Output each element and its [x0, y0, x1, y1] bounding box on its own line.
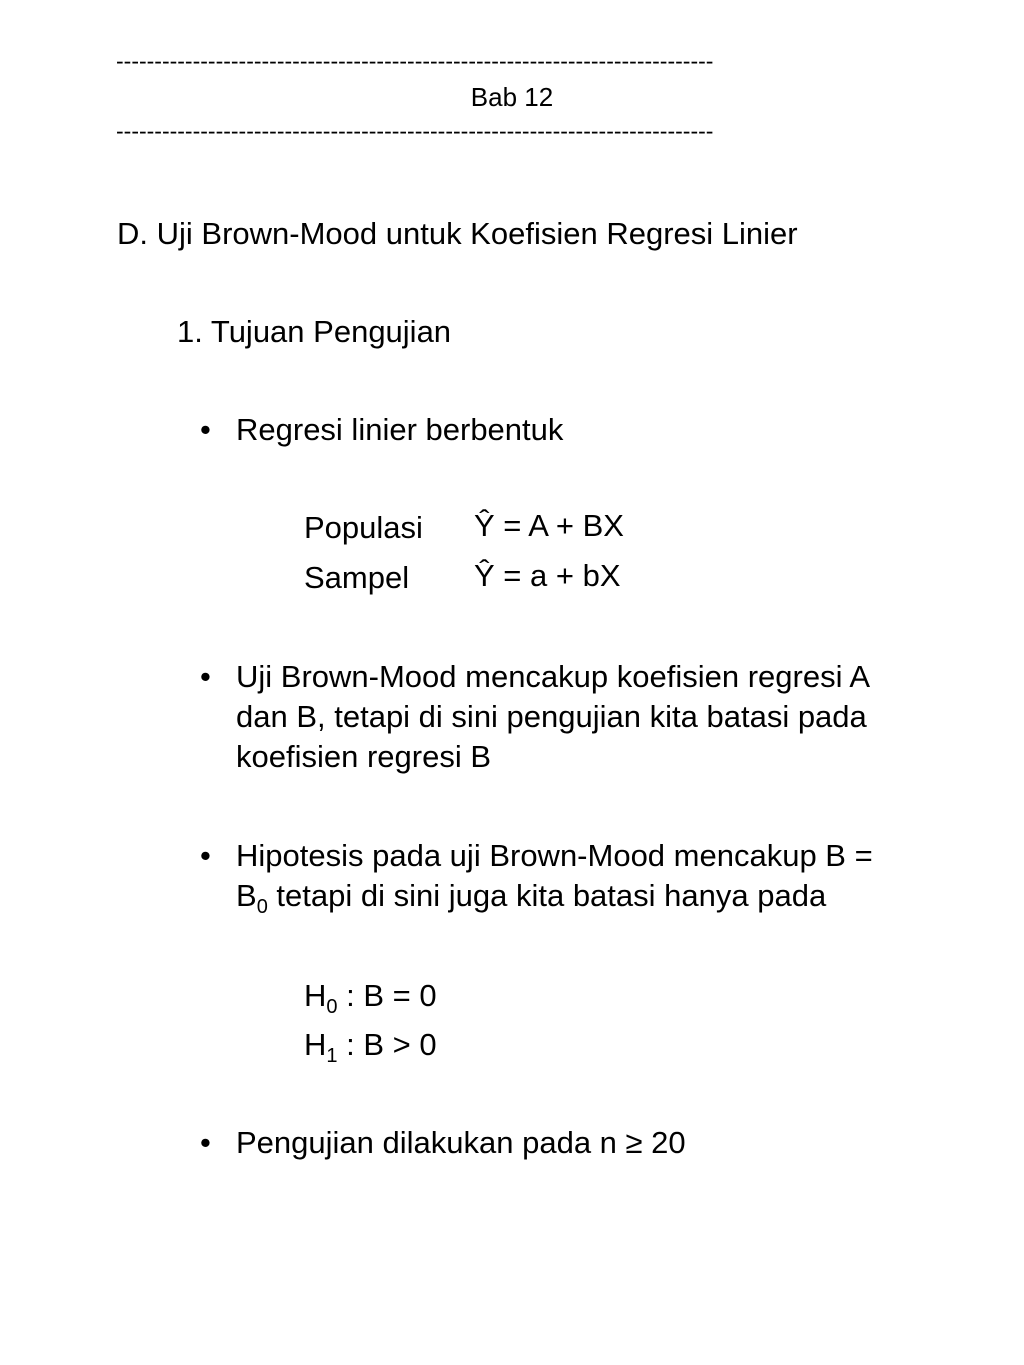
equation-label-population: Populasi	[304, 510, 423, 545]
section-title: D. Uji Brown-Mood untuk Koefisien Regresi Linier	[117, 216, 798, 251]
bullet-marker: •	[200, 1125, 211, 1160]
bullet-marker: •	[200, 659, 211, 694]
bullet-coefficients-line2: dan B, tetapi di sini pengujian kita batasi pada	[236, 699, 867, 734]
chapter-label: Bab 12	[470, 82, 554, 112]
equation-formula-sample: Ŷ = a + bX	[474, 558, 621, 593]
bullet-coefficients-line3: koefisien regresi B	[236, 739, 492, 774]
equation-label-sample: Sampel	[304, 560, 410, 595]
header-rule-top: ------------------------------------------------------------------------------	[116, 48, 714, 74]
bullet-regression-form: Regresi linier berbentuk	[236, 412, 564, 447]
bullet-coefficients-line1: Uji Brown-Mood mencakup koefisien regresi A	[236, 659, 871, 694]
bullet-marker: •	[200, 412, 211, 447]
bullet-sample-size: Pengujian dilakukan pada n ≥ 20	[236, 1125, 686, 1160]
hypothesis-null: $H_0$ : B = 0	[304, 978, 437, 1018]
bullet-marker: •	[200, 838, 211, 873]
header-rule-bottom: ------------------------------------------------------------------------------	[116, 118, 714, 144]
equation-formula-population: Ŷ = A + BX	[474, 508, 624, 543]
hypothesis-alternative: $H_1$ : B > 0	[304, 1027, 437, 1067]
subsection-title: 1. Tujuan Pengujian	[177, 314, 452, 349]
bullet-hypothesis-line1: Hipotesis pada uji Brown-Mood mencakup B =	[236, 838, 873, 873]
bullet-hypothesis-line2: $B_0$ tetapi di sini juga kita batasi hanya pada	[236, 878, 827, 918]
